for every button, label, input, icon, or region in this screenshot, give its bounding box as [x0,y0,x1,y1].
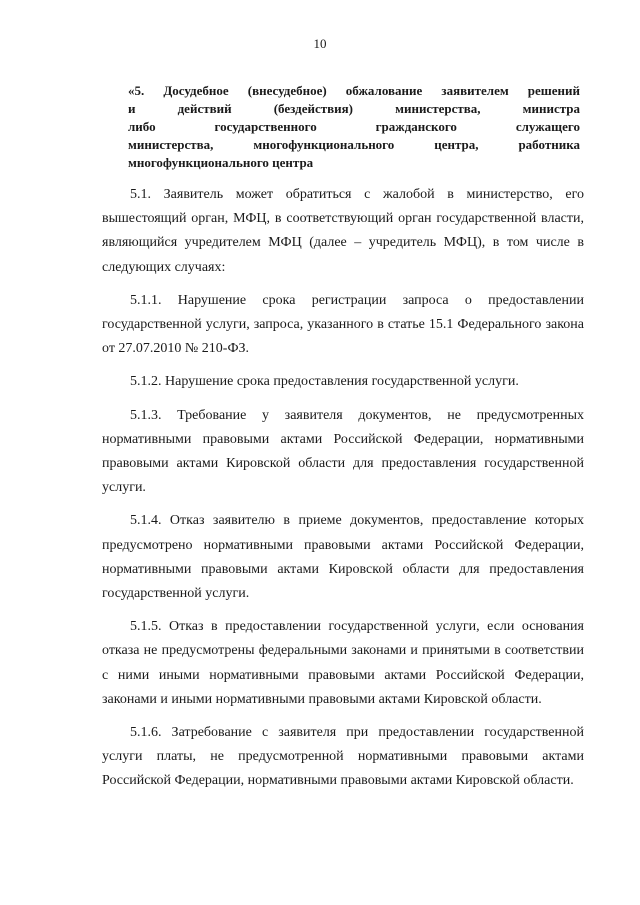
heading-line: «5. Досудебное (внесудебное) обжалование заявителем решений [128,83,580,98]
paragraph-5-1-6: 5.1.6. Затребование с заявителя при предоставлении государственной услуги платы, не предусмотренной нормативными правовыми актами Российской Федерации, нормативными правовыми актами Кировской области. [102,725,584,789]
heading-line: и действий (бездействия) министерства, министра [128,101,580,116]
paragraph-5-1-3: 5.1.3. Требование у заявителя документов, не предусмотренных нормативными правовыми актами Российской Федерации, нормативными правовыми актами Кировской области для предоставления государственной услуги. [102,407,584,496]
paragraph-5-1-2: 5.1.2. Нарушение срока предоставления государственной услуги. [130,374,519,390]
document-body [102,183,584,803]
heading-line: министерства, многофункционального центра, работника [128,137,580,152]
paragraph-5-1-5: 5.1.5. Отказ в предоставлении государственной услуги, если основания отказа не предусмотрены федеральными законами и принятыми в соответствии с ними иными нормативными правовыми актами Российской Федерации, законами и иными нормативными правовыми актами Кировской области. [102,619,584,707]
heading-line: многофункционального центра [128,155,314,170]
heading-line: либо государственного гражданского служащего [128,119,580,134]
section-heading [128,82,580,172]
paragraph-5-1-4: 5.1.4. Отказ заявителю в приеме документов, предоставление которых предусмотрено нормативными правовыми актами Российской Федерации, нормативными правовыми актами Кировской области для предоставления государственной услуги. [102,513,584,602]
page-number: 10 [313,36,327,51]
paragraph-5-1-1: 5.1.1. Нарушение срока регистрации запроса о предоставлении государственной услуги, запроса, указанного в статье 15.1 Федерального закона от 27.07.2010 № 210-ФЗ. [102,292,584,357]
paragraph-5-1: 5.1. Заявитель может обратиться с жалобой в министерство, его вышестоящий орган, МФЦ, в соответствующий орган государственной власти, являющийся учредителем МФЦ (далее – учредитель МФЦ), в том числе в следующих случаях: [102,187,584,275]
